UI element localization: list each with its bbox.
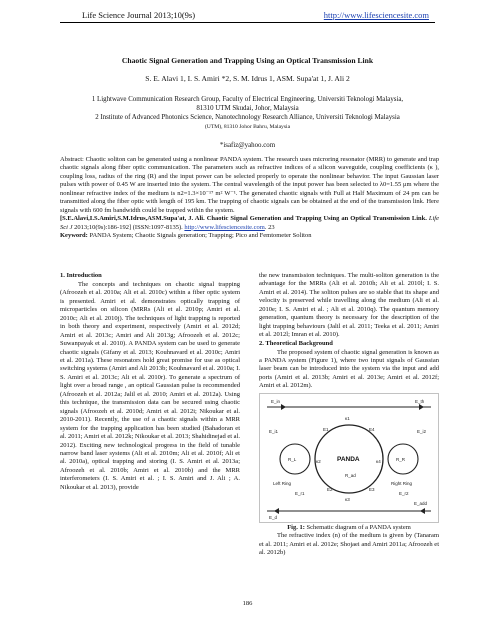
svg-text:PANDA: PANDA: [337, 455, 360, 463]
keywords-line: [60, 232, 439, 240]
citation-number: . 23: [264, 223, 275, 231]
svg-text:E_add: E_add: [414, 500, 428, 506]
abstract-block: [60, 156, 439, 241]
right-column: [259, 272, 439, 558]
svg-text:E4: E4: [369, 426, 375, 432]
affiliation-1-line: 1 Lightwave Communication Research Group, Faculty of Electrical Engineering, Universiti Teknologi Malaysia,: [91, 96, 404, 103]
svg-text:E_in: E_in: [271, 398, 281, 404]
svg-text:R_L: R_L: [288, 456, 297, 462]
introduction-paragraph: The concepts and techniques on chaotic signal trapping (Afroozeh et al. 2010a; Ali et al. 2010c) within a fiber optic system is presented. Amiri et al. demonstrates optically trapping of microparticles on silicon (MRRs (Ali et al. 2010p; Amiri et al. 2010c; Ali et al. 2010j). The techniques of light trapping is reported in both theory and experiment, respectively (Amiri et al. 2012d; Amiri et al. 2013c; Amiri and Ali 2013g; Afroozeh et al. 2012c; Suwanpayak et al. 2010). A PANDA system can be used to generate chaotic signals (Gifany et al. 2013; Kouhnavard et al. 2010c; Amiri et al. 2011a). These resonators hold great promise for use as optical switching systems (Amiri and Ali 2013b; Kouhnavard et al. 2010a; I. S. Amiri et al. 2013c; Ali et al. 2010r). To generate a spectrum of light over a broad range , an optical Gaussian pulse is recommended (Afroozeh et al. 2012a; Jalil et al. 2010; Amiri et al. 2012a). Using this technique, the transmission data can be secured using chaotic signals (Afroozeh et al. 2010d; Amiri et al. 2012i; Nikoukar et al. 2010-2011). Recently, the use of a chaotic signals within a MRR system for the trapping application has been studied (Bahadoran et al. 2011; Amiri et al. 2012k; Nikoukar et al. 2013; Shahidinejad et al. 2012). Exciting new technological progress in the field of tunable narrow band laser systems (Ali et al. 2010m; Ali et al. 2010f; Ali et al. 2010a), optical trapping and storing (I. S. Amiri et al. 2013a; Afroozeh et al. 2010b; Amiri et al. 2010b) and the MRR interferometers (I. S. Amiri et al. ; I. S. Amiri and J. Ali ; A. Nikoukar et al. 2013), provide: [60, 280, 240, 491]
affiliation-1: [60, 96, 435, 113]
svg-text:R_ad: R_ad: [345, 472, 356, 478]
author-list: S. E. Alavi 1, I. S. Amiri *2, S. M. Idrus 1, ASM. Supa'at 1, J. Ali 2: [145, 74, 350, 83]
intro-continued-paragraph: the new transmission techniques. The multi-soliton generation is the advantage for the MRRs (Ali et al. 2010h; Ali et al. 2010l; I. S. Amiri et al. 2014). The soliton pulses are so stable that its shape and velocity is preserved while travelling along the medium (Ali et al. 2010e; I. S. Amiri et al. ; Ali et al. 2010q). The quantum memory generation, quantum theory is necessary for the description of the light trapping behaviours (Jalil et al. 2011; Teeka et al. 2011; Amiri et al. 2012l; Imran et al. 2010).: [259, 272, 439, 339]
keywords-label: Keyword:: [60, 232, 88, 240]
section-heading-introduction: 1. Introduction: [60, 272, 102, 279]
svg-text:E_th: E_th: [415, 398, 425, 404]
citation-journal: Life Sci J: [60, 215, 440, 231]
citation-rest: 2013;10(9s):186-192] (ISSN:1097-8135).: [74, 223, 183, 231]
section-heading-theory: 2. Theoretical Background: [259, 339, 333, 347]
svg-text:E1: E1: [323, 426, 329, 432]
figure-caption: [259, 524, 439, 532]
citation-line: [60, 215, 439, 232]
journal-name: Life Science Journal 2013;10(9s): [82, 10, 196, 20]
svg-text:E3: E3: [369, 486, 375, 492]
svg-text:E_i2: E_i2: [417, 428, 427, 434]
running-header: [60, 8, 435, 23]
svg-text:Right Ring: Right Ring: [391, 480, 413, 486]
svg-text:κ1: κ1: [345, 415, 350, 421]
svg-text:κ2: κ2: [316, 458, 321, 464]
affiliation-2-line: 2 Institute of Advanced Photonics Science, Nanotechnology Research Alliance, Universiti Teknologi Malaysia: [95, 114, 400, 121]
refractive-index-paragraph: The refractive index (n) of the medium is given by (Tanaram et al. 2011; Amiri et al. 2012e; Shojaei and Amiri 2011a; Afroozeh et al. 2012b): [259, 532, 439, 557]
panda-figure: [259, 393, 439, 523]
abstract-text: Abstract: Chaotic soliton can be generated using a nonlinear PANDA system. The research uses microring resonator (MRR) to generate and trap chaotic signals along fiber optic communication. The parameters such as refractive indices of a silicon waveguide, coupling coefficients (κ ), coupling loss, radius of the ring (R) and the input power can be selected properly to operate the nonlinear behavior. The input Gaussian laser pulses with power of 0.45 W are inserted into the system. The central wavelength of the input power has been selected to λ0=1.55 μm where the nonlinear refractive index of the medium is n2=1.3×10⁻¹⁷ m² W⁻¹. The generated chaotic signals with Full at Half Maximum of 24 pm can be transmitted along the fiber optic with length of 195 km. The trapping of chaotic signals can be obtained at the end of the transmission link. Here signals with 600 fm bandwidth could be trapped within the system.: [60, 156, 439, 214]
citation-bold: [S.E.Alavi,I.S.Amiri,S.M.Idrus,ASM.Supa'at, J. Ali. Chaotic Signal Generation and Trapping Using an Optical Transmission Link.: [60, 215, 427, 223]
svg-text:Left Ring: Left Ring: [273, 480, 292, 486]
theory-paragraph: The proposed system of chaotic signal generation is known as a PANDA system (Figure 1), where two input signals of Gaussian laser beam can be introduced into the system via the input and add ports (Amiri et al. 2013b; Amiri et al. 2013e; Amiri et al. 2012f; Amiri et al. 2012m).: [259, 348, 439, 390]
keywords-text: PANDA System; Chaotic Signals generation; Trapping; Pico and Femtometer Soliton: [87, 232, 312, 240]
figure-caption-label: Fig. 1:: [287, 523, 305, 531]
svg-text:E_r2: E_r2: [399, 490, 409, 496]
journal-url-link[interactable]: http://www.lifesciencesite.com: [323, 10, 429, 20]
svg-text:E2: E2: [327, 486, 333, 492]
corresponding-email: *isafiz@yahoo.com: [219, 142, 276, 149]
svg-text:R_R: R_R: [396, 456, 406, 462]
svg-text:E_i1: E_i1: [269, 428, 279, 434]
svg-text:E_r1: E_r1: [295, 490, 305, 496]
page-number: 186: [242, 600, 253, 607]
citation-link[interactable]: http://www.lifesciencesite.com: [184, 223, 265, 231]
svg-text:E_d: E_d: [269, 514, 278, 520]
affiliation-2: [60, 114, 435, 131]
affiliation-1-cont: 81310 UTM Skudai, Johor, Malaysia: [196, 104, 299, 112]
panda-schematic: [259, 393, 439, 523]
svg-text:κ4: κ4: [376, 458, 381, 464]
svg-text:κ3: κ3: [345, 496, 350, 502]
left-column: [60, 272, 240, 492]
figure-caption-text: Schematic diagram of a PANDA system: [304, 523, 411, 531]
paper-title: Chaotic Signal Generation and Trapping Using an Optical Transmission Link: [121, 56, 374, 65]
affiliation-2-cont: (UTM), 81310 Johor Bahru, Malaysia: [204, 123, 291, 130]
